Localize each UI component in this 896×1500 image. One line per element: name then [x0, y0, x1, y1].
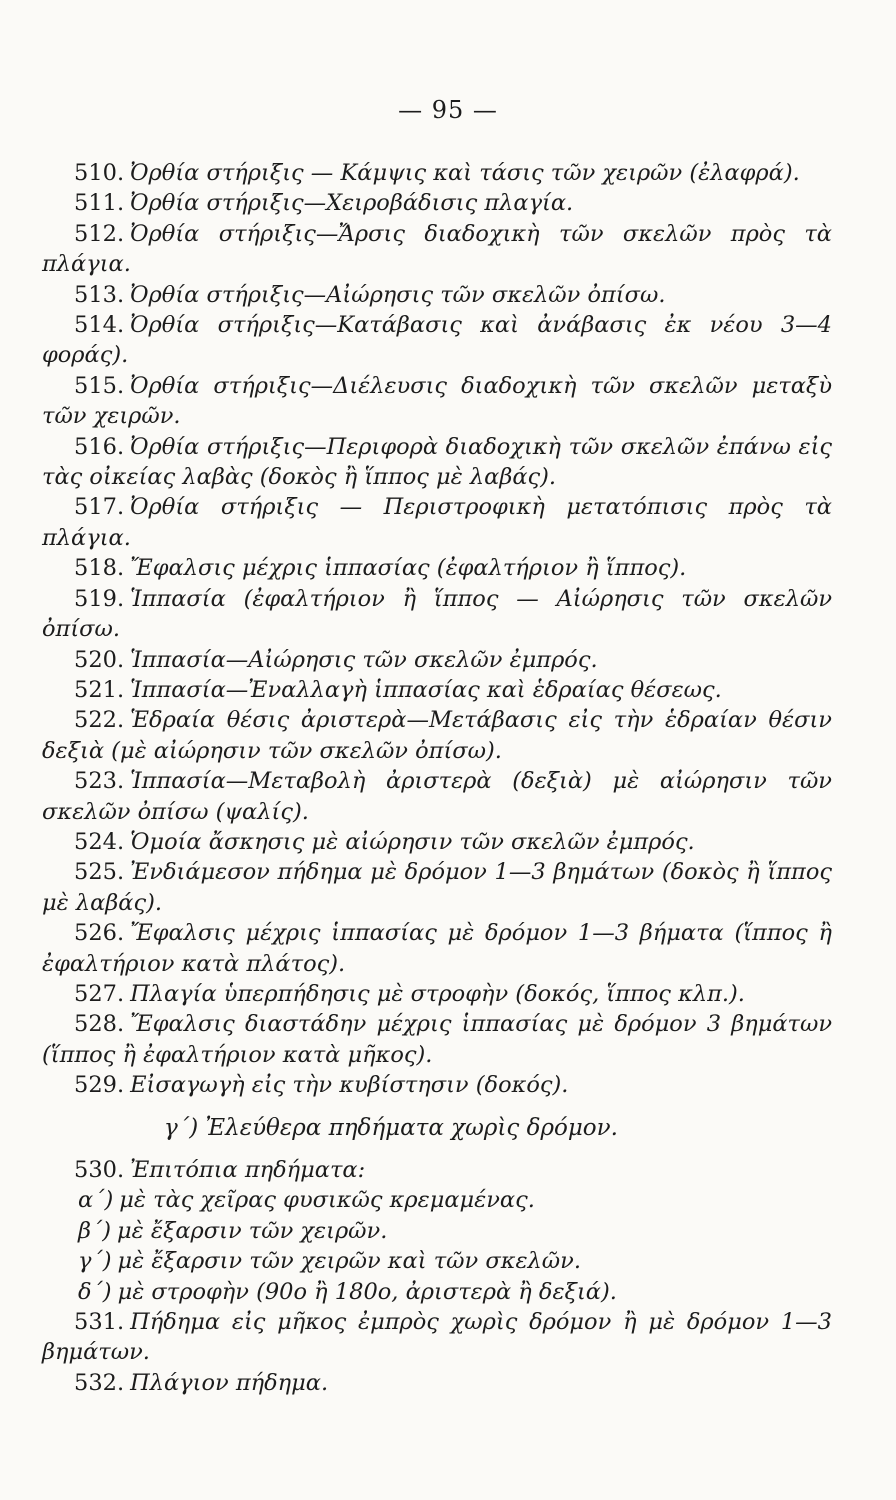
entry-paragraph: [42, 280, 832, 310]
entries-after-list: [42, 1307, 832, 1398]
entry-text: Ἱππασία—Αἰώρησις τῶν σκελῶν ἐμπρός.: [130, 646, 598, 673]
entry-text: Ἔφαλσις μέχρις ἱππασίας (ἐφαλτήριον ἢ ἵππος).: [130, 555, 687, 582]
entry-paragraph: [42, 675, 832, 705]
entry-paragraph: [42, 432, 832, 493]
entry-number: 529.: [74, 1072, 125, 1099]
entry-number: 532.: [74, 1369, 125, 1396]
entry-number: 518.: [74, 555, 125, 582]
entry-number: 515.: [74, 372, 125, 399]
entry-530: [42, 1155, 832, 1185]
entry-number: 516.: [74, 433, 125, 460]
entry-text: Ὀρθία στήριξις—Περιφορὰ διαδοχικὴ τῶν σκελῶν ἐπάνω εἰς τὰς οἰκείας λαβὰς (δοκὸς ἢ ἵππος μὲ λαβάς).: [42, 433, 832, 491]
sub-item-letter: α΄): [78, 1187, 114, 1214]
sub-item-letter: γ΄): [78, 1248, 112, 1275]
entry-text: Πλάγιον πήδημα.: [130, 1369, 329, 1396]
entry-number: 519.: [74, 585, 125, 612]
entry-number: 527.: [74, 980, 125, 1007]
entry-paragraph: [42, 584, 832, 645]
entry-text: Ἱππασία—Μεταβολὴ ἀριστερὰ (δεξιὰ) μὲ αἰώρησιν τῶν σκελῶν ὀπίσω (ψαλίς).: [42, 768, 832, 825]
sub-item: [42, 1277, 832, 1307]
page-body: [42, 158, 832, 1398]
entry-text: Ὀρθία στήριξις — Κάμψις καὶ τάσις τῶν χειρῶν (ἐλαφρά).: [130, 160, 800, 186]
entry-text: Ὀρθία στήριξις—Αἰώρησις τῶν σκελῶν ὀπίσω.: [130, 281, 666, 308]
sub-item: [42, 1216, 832, 1246]
page-number: — 95 —: [398, 96, 498, 124]
sub-item-letter: δ΄): [78, 1278, 112, 1305]
entry-number: 522.: [74, 707, 125, 734]
entry-number: 531.: [74, 1309, 125, 1336]
section-heading: γ΄) Ἐλεύθερα πηδήματα χωρὶς δρόμον.: [164, 1114, 618, 1141]
entry-number: 526.: [74, 920, 125, 947]
entry-paragraph: [42, 553, 832, 583]
sub-item-text: μὲ ἔξαρσιν τῶν χειρῶν καὶ τῶν σκελῶν.: [117, 1248, 581, 1275]
entry-number: 525.: [74, 859, 125, 886]
sub-items-list: [42, 1185, 832, 1307]
entry-paragraph: [42, 705, 832, 766]
entry-text: Πλαγία ὑπερπήδησις μὲ στροφὴν (δοκός, ἵππος κλπ.).: [130, 980, 745, 1007]
entry-text: Ὀρθία στήριξις—Ἄρσις διαδοχικὴ τῶν σκελῶν πρὸς τὰ πλάγια.: [42, 220, 832, 278]
entry-number: 520.: [74, 646, 125, 673]
entry-text: Ὁμοία ἄσκησις μὲ αἰώρησιν τῶν σκελῶν ἐμπρός.: [130, 828, 695, 855]
entry-number: 523.: [74, 768, 125, 795]
entry-paragraph: [42, 219, 832, 280]
sub-item-text: μὲ τὰς χεῖρας φυσικῶς κρεμαμένας.: [119, 1187, 535, 1214]
entry-paragraph: [42, 979, 832, 1009]
entry-text: Ὀρθία στήριξις — Περιστροφικὴ μετατόπισις πρὸς τὰ πλάγια.: [42, 494, 832, 551]
entry-paragraph: [42, 827, 832, 857]
entry-paragraph: [42, 371, 832, 432]
entry-paragraph: [42, 1009, 832, 1070]
entry-number: 514.: [74, 312, 125, 339]
entry-text: Ἔφαλσις διαστάδην μέχρις ἱππασίας μὲ δρόμον 3 βημάτων (ἵππος ἢ ἐφαλτήριον κατὰ μῆκος).: [42, 1011, 832, 1068]
entry-number: 512.: [74, 220, 125, 247]
entry-number: 511.: [74, 190, 125, 217]
entry-paragraph: [42, 918, 832, 979]
entry-number: 510.: [74, 160, 125, 186]
entry-paragraph: [42, 857, 832, 918]
entry-text: Ἔφαλσις μέχρις ἱππασίας μὲ δρόμον 1—3 βήματα (ἵππος ἢ ἐφαλτήριον κατὰ πλάτος).: [42, 920, 832, 977]
entry-paragraph: [42, 1368, 832, 1398]
entry-paragraph: [42, 158, 832, 188]
entry-paragraph: [42, 766, 832, 827]
entry-text: Ἑδραία θέσις ἀριστερὰ—Μετάβασις εἰς τὴν ἑδραίαν θέσιν δεξιὰ (μὲ αἰώρησιν τῶν σκελῶν ὀπίσω).: [42, 707, 832, 764]
sub-item-letter: β΄): [78, 1217, 112, 1244]
sub-item: [42, 1185, 832, 1215]
sub-item-text: μὲ ἔξαρσιν τῶν χειρῶν.: [117, 1217, 388, 1244]
entry-text: Ἐπιτόπια πηδήματα:: [130, 1157, 366, 1183]
entry-text: Ἱππασία (ἐφαλτήριον ἢ ἵππος — Αἰώρησις τῶν σκελῶν ὀπίσω.: [42, 585, 832, 643]
entry-number: 528.: [74, 1011, 125, 1038]
entry-number: 521.: [74, 676, 125, 703]
entry-text: Ἱππασία—Ἐναλλαγὴ ἱππασίας καὶ ἑδραίας θέσεως.: [130, 676, 722, 703]
entry-text: Ὀρθία στήριξις—Χειροβάδισις πλαγία.: [130, 190, 574, 217]
entry-text: Ὀρθία στήριξις—Διέλευσις διαδοχικὴ τῶν σκελῶν μεταξὺ τῶν χειρῶν.: [42, 372, 832, 430]
entries-before-list: [42, 158, 832, 1101]
entry-paragraph: [42, 1070, 832, 1100]
entry-paragraph: [42, 1307, 832, 1368]
entry-paragraph: [42, 492, 832, 553]
entry-number: 513.: [74, 281, 125, 308]
entry-text: Εἰσαγωγὴ εἰς τὴν κυβίστησιν (δοκός).: [130, 1072, 569, 1099]
entry-text: Πήδημα εἰς μῆκος ἐμπρὸς χωρὶς δρόμον ἢ μὲ δρόμον 1—3 βημάτων.: [42, 1309, 832, 1366]
entry-paragraph: [42, 310, 832, 371]
entry-text: Ἐνδιάμεσον πήδημα μὲ δρόμον 1—3 βημάτων (δοκὸς ἢ ἵππος μὲ λαβάς).: [42, 859, 832, 916]
entry-paragraph: [42, 645, 832, 675]
entry-number: 530.: [74, 1157, 125, 1183]
entry-paragraph: [42, 188, 832, 218]
entry-number: 524.: [74, 828, 125, 855]
entry-text: Ὀρθία στήριξις—Κατάβασις καὶ ἀνάβασις ἐκ νέου 3—4 φοράς).: [42, 312, 832, 369]
sub-item-text: μὲ στροφὴν (90ο ἢ 180ο, ἀριστερὰ ἢ δεξιά).: [117, 1278, 617, 1305]
entry-number: 517.: [74, 494, 125, 521]
sub-item: [42, 1246, 832, 1276]
